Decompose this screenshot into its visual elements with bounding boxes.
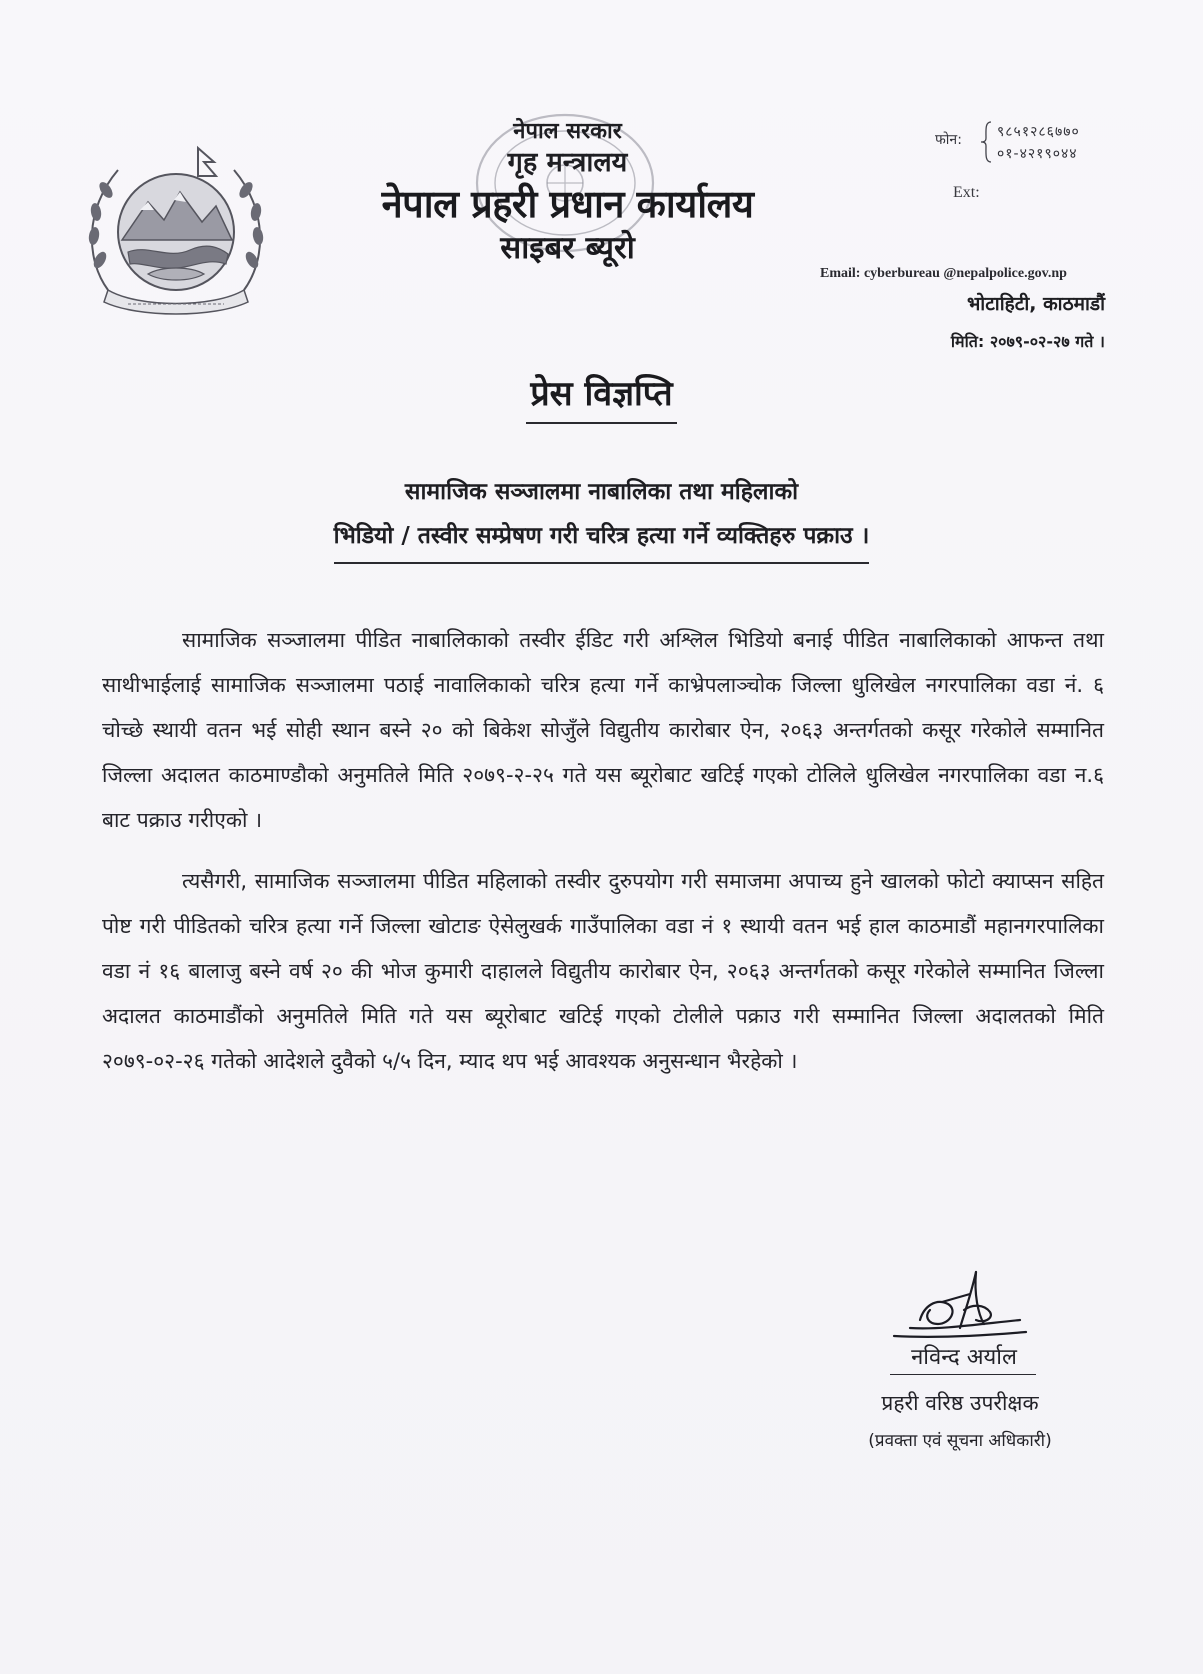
subject-block [0,470,1203,564]
bureau-name: साइबर ब्यूरो [500,230,635,266]
nepal-emblem-icon [78,140,274,318]
phone-number-2: ०१-४२१९०४४ [997,146,1078,162]
phone-number-1: ९८५१२८६७७० [997,124,1080,140]
name-underline [890,1374,1036,1375]
subject-line-2: भिडियो / तस्वीर सम्प्रेषण गरी चरित्र हत्या गर्ने व्यक्तिहरु पक्राउ । [334,514,870,564]
ext-label: Ext: [953,184,980,201]
email-address: Email: cyberbureau @nepalpolice.gov.np [820,266,1067,281]
phone-block [935,120,1105,164]
handwritten-signature-icon [880,1258,1030,1350]
phone-label: फोन: [935,132,962,148]
paragraph-1: सामाजिक सञ्जालमा पीडित नाबालिकाको तस्वीर ईडिट गरी अश्लिल भिडियो बनाई पीडित नाबालिकाको आफन्त तथा साथीभाईलाई सामाजिक सञ्जालमा पठाई नावालिकाको चरित्र हत्या गर्ने काभ्रेपलाञ्चोक जिल्ला धुलिखेल नगरपालिका वडा नं. ६ चोच्छे स्थायी वतन भई सोही स्थान बस्ने २० को बिकेश सोजुँले विद्युतीय कारोबार ऐन, २०६३ अन्तर्गतको कसूर गरेकोले सम्मानित जिल्ला अदालत काठमाण्डौको अनुमतिले मिति २०७९-२-२५ गते यस ब्यूरोबाट खटिई गएको टोलिले धुलिखेल नगरपालिका वडा न.६ बाट पक्राउ गरीएको । [102,628,1104,832]
brace-icon [979,120,993,164]
office-name: नेपाल प्रहरी प्रधान कार्यालय [381,182,754,226]
issue-date: मिति: २०७९-०२-२७ गते । [950,332,1105,351]
title-block [0,372,1203,424]
ministry-name: गृह मन्त्रालय [507,147,628,178]
paragraph-2: त्यसैगरी, सामाजिक सञ्जालमा पीडित महिलाको तस्वीर दुरुपयोग गरी समाजमा अपाच्य हुने खालको फोटो क्याप्सन सहित पोष्ट गरी पीडितको चरित्र हत्या गर्ने जिल्ला खोटाङ ऐसेलुखर्क गाउँपालिका वडा नं १ स्थायी वतन भई हाल काठमाडौं महानगरपालिका वडा नं १६ बालाजु बस्ने वर्ष २० की भोज कुमारी दाहालले विद्युतीय कारोबार ऐन, २०६३ अन्तर्गतको कसूर गरेकोले सम्मानित जिल्ला अदालत काठमाडौंको अनुमतिले मिति गते यस ब्यूरोबाट खटिई गएको टोलीले पक्राउ गरी सम्मानित जिल्ला अदालतको मिति २०७९-०२-२६ गतेको आदेशले दुवैको ५/५ दिन, म्याद थप भई आवश्यक अनुसन्धान भैरहेको । [102,869,1104,1073]
signatory-role: (प्रवक्ता एवं सूचना अधिकारी) [868,1431,1052,1451]
government-name: नेपाल सरकार [513,119,622,144]
office-address: भोटाहिटी, काठमाडौं [966,293,1105,315]
signatory-title: प्रहरी वरिष्ठ उपरीक्षक [881,1391,1039,1415]
subject-line-2-wrap [0,514,1203,564]
signatory-name: नविन्द अर्याल [911,1345,1017,1370]
body-text [102,618,1104,1100]
subject-line-1: सामाजिक सञ्जालमा नाबालिका तथा महिलाको [404,479,799,505]
document-title: प्रेस विज्ञप्ति [526,372,676,424]
letterhead [290,118,845,268]
